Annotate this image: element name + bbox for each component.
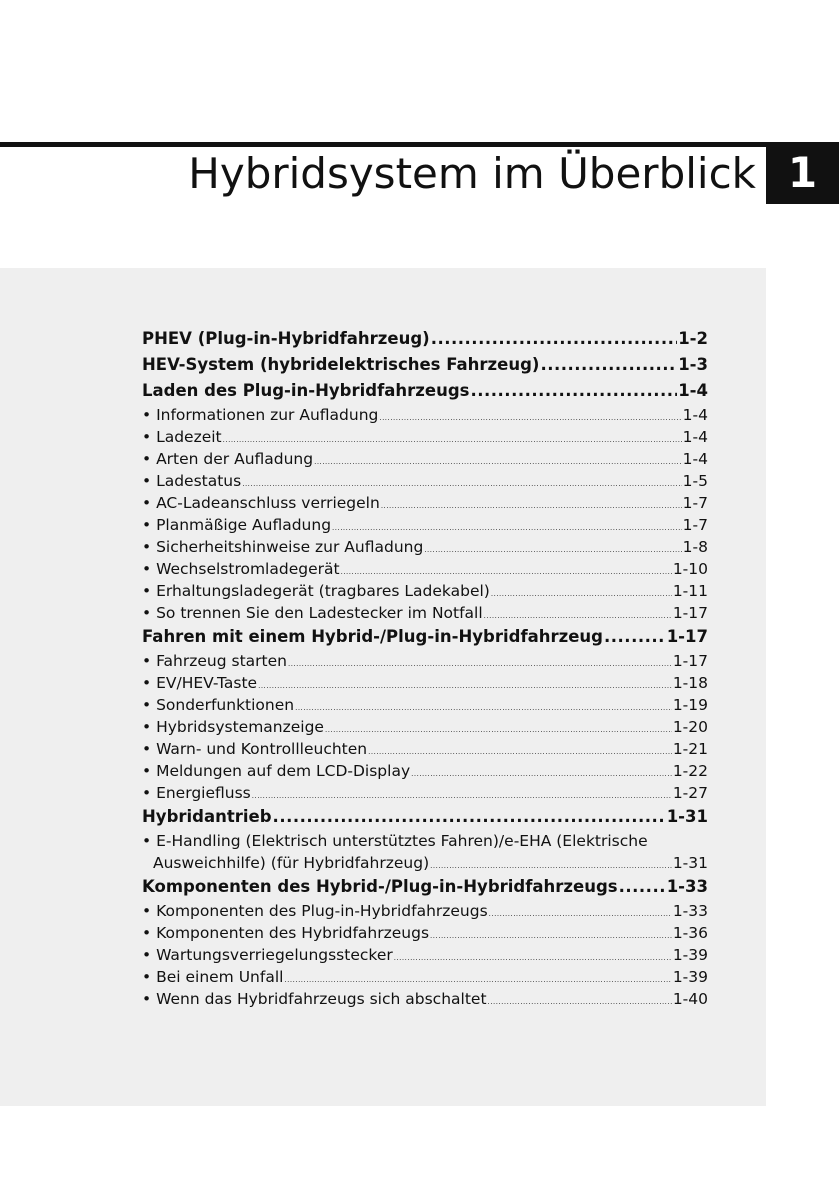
table-of-contents (142, 326, 708, 1010)
toc-label: Hybridantrieb (142, 807, 272, 826)
toc-label: • Planmäßige Aufladung (142, 516, 332, 534)
toc-heading[interactable] (142, 326, 708, 352)
toc-label: • Wechselstromladegerät (142, 560, 340, 578)
toc-heading[interactable] (142, 352, 708, 378)
toc-page: 1-22 (672, 762, 708, 780)
toc-heading[interactable] (142, 624, 708, 650)
toc-item[interactable] (142, 404, 708, 426)
toc-page: 1-20 (672, 718, 708, 736)
toc-item[interactable] (142, 470, 708, 492)
toc-page: 1-21 (672, 740, 708, 758)
toc-item[interactable] (142, 514, 708, 536)
toc-label: • Arten der Aufladung (142, 450, 314, 468)
toc-page: 1-11 (672, 582, 708, 600)
toc-label-continued: Ausweichhilfe) (für Hybridfahrzeug) (153, 854, 430, 872)
toc-page: 1-27 (672, 784, 708, 802)
toc-label: • So trennen Sie den Ladestecker im Notfall (142, 604, 483, 622)
toc-page: 1-31 (666, 807, 708, 826)
toc-label: • Energiefluss (142, 784, 251, 802)
toc-label: • Erhaltungsladegerät (tragbares Ladekabel) (142, 582, 490, 600)
toc-page: 1-2 (678, 329, 708, 348)
toc-label: • Komponenten des Hybridfahrzeugs (142, 924, 430, 942)
toc-heading[interactable] (142, 874, 708, 900)
toc-label: • Wartungsverriegelungsstecker (142, 946, 393, 964)
toc-label: • Wenn das Hybridfahrzeugs sich abschaltet (142, 990, 487, 1008)
toc-page: 1-31 (672, 854, 708, 872)
toc-item[interactable] (142, 672, 708, 694)
toc-label: • Fahrzeug starten (142, 652, 287, 670)
toc-item[interactable] (142, 492, 708, 514)
toc-page: 1-4 (682, 450, 708, 468)
toc-page: 1-19 (672, 696, 708, 714)
toc-item[interactable] (142, 738, 708, 760)
toc-item[interactable] (142, 922, 708, 944)
toc-label: • Warn- und Kontrollleuchten (142, 740, 368, 758)
toc-page: 1-7 (682, 516, 708, 534)
toc-label: HEV-System (hybridelektrisches Fahrzeug) (142, 355, 540, 374)
toc-page: 1-10 (672, 560, 708, 578)
toc-label: • Meldungen auf dem LCD-Display (142, 762, 411, 780)
toc-label: Fahren mit einem Hybrid-/Plug-in-Hybridfahrzeug (142, 627, 603, 646)
toc-page: 1-4 (682, 428, 708, 446)
toc-item[interactable] (142, 716, 708, 738)
toc-page: 1-5 (682, 472, 708, 490)
toc-item[interactable] (142, 602, 708, 624)
toc-item[interactable] (142, 536, 708, 558)
toc-item[interactable] (142, 900, 708, 922)
toc-page: 1-8 (682, 538, 708, 556)
toc-page: 1-4 (678, 381, 708, 400)
toc-item[interactable] (142, 694, 708, 716)
toc-label: • Komponenten des Plug-in-Hybridfahrzeugs (142, 902, 488, 920)
toc-item[interactable] (142, 448, 708, 470)
toc-item[interactable] (142, 944, 708, 966)
toc-item[interactable] (142, 558, 708, 580)
toc-label: • Sicherheitshinweise zur Aufladung (142, 538, 424, 556)
toc-page: 1-39 (672, 968, 708, 986)
toc-item[interactable] (142, 650, 708, 672)
toc-label: • Hybridsystemanzeige (142, 718, 324, 736)
toc-item-multiline[interactable] (142, 830, 708, 874)
toc-label: Komponenten des Hybrid-/Plug-in-Hybridfahrzeugs (142, 877, 618, 896)
toc-page: 1-36 (672, 924, 708, 942)
toc-label: • Ladestatus (142, 472, 242, 490)
toc-page: 1-33 (672, 902, 708, 920)
toc-page: 1-7 (682, 494, 708, 512)
toc-label: PHEV (Plug-in-Hybridfahrzeug) (142, 329, 430, 348)
toc-item[interactable] (142, 782, 708, 804)
toc-page: 1-39 (672, 946, 708, 964)
toc-item[interactable] (142, 760, 708, 782)
toc-page: 1-4 (682, 406, 708, 424)
toc-label: • EV/HEV-Taste (142, 674, 258, 692)
toc-item[interactable] (142, 988, 708, 1010)
chapter-title: Hybridsystem im Überblick (188, 149, 756, 198)
toc-item[interactable] (142, 426, 708, 448)
toc-heading[interactable] (142, 804, 708, 830)
toc-page: 1-33 (666, 877, 708, 896)
toc-page: 1-17 (666, 627, 708, 646)
toc-item[interactable] (142, 966, 708, 988)
toc-page: 1-3 (678, 355, 708, 374)
toc-label: • AC-Ladeanschluss verriegeln (142, 494, 380, 512)
toc-label: • Ladezeit (142, 428, 222, 446)
chapter-number-tab: 1 (766, 142, 839, 204)
toc-page: 1-40 (672, 990, 708, 1008)
toc-label: • Sonderfunktionen (142, 696, 295, 714)
toc-page: 1-17 (672, 652, 708, 670)
toc-item[interactable] (142, 580, 708, 602)
toc-heading[interactable] (142, 378, 708, 404)
toc-label: Laden des Plug-in-Hybridfahrzeugs (142, 381, 470, 400)
toc-label: • Informationen zur Aufladung (142, 406, 379, 424)
toc-label: • E-Handling (Elektrisch unterstütztes Fahren)/e-EHA (Elektrische (142, 832, 648, 850)
toc-page: 1-18 (672, 674, 708, 692)
toc-label: • Bei einem Unfall (142, 968, 284, 986)
toc-page: 1-17 (672, 604, 708, 622)
